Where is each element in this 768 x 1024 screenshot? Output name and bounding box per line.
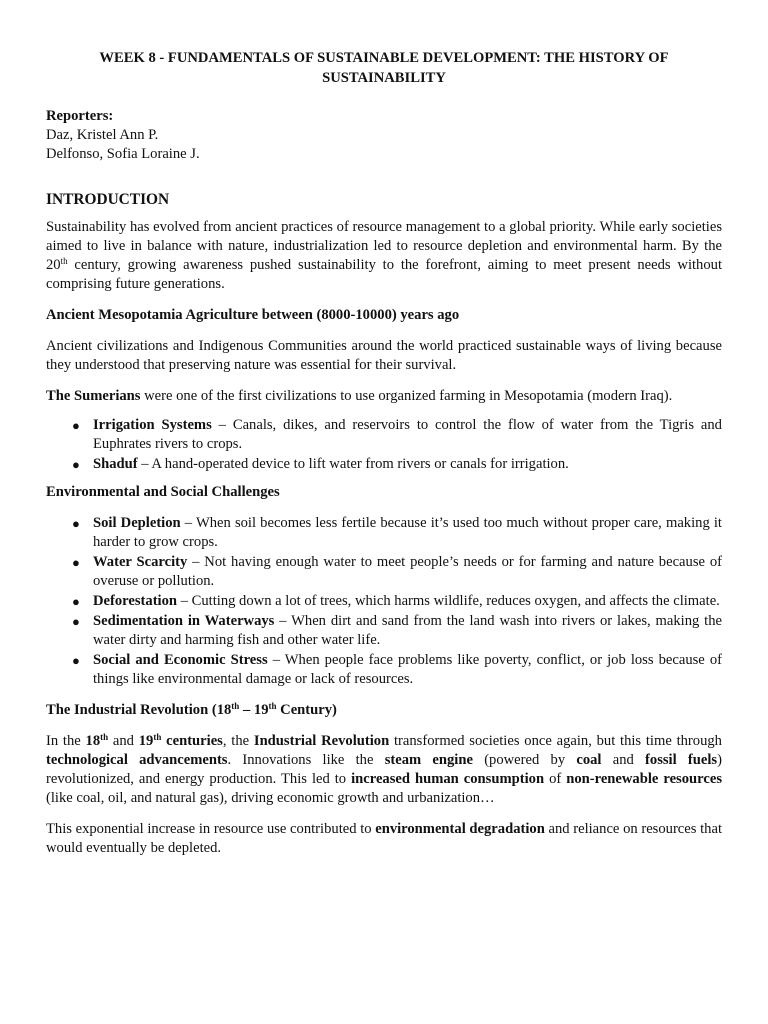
- reporter-name: Delfonso, Sofia Loraine J.: [46, 146, 200, 162]
- document-title: WEEK 8 - FUNDAMENTALS OF SUSTAINABLE DEVELOPMENT: THE HISTORY OF SUSTAINABILITY: [99, 50, 669, 86]
- bullet-icon: ●: [72, 457, 80, 472]
- list-term: Water Scarcity: [93, 554, 188, 570]
- bold-term: 19: [138, 733, 154, 749]
- text-run: ) revolutionized, and energy production. This led to: [46, 752, 722, 787]
- list-term: Shaduf: [93, 456, 138, 472]
- superscript: th: [100, 732, 109, 742]
- list-term: Irrigation Systems: [93, 417, 212, 433]
- bold-term: non-renewable resources: [566, 771, 722, 787]
- list-item: [72, 455, 722, 474]
- list-desc: – A hand-operated device to lift water from rivers or canals for irrigation.: [137, 456, 569, 472]
- bold-term: environmental degradation: [375, 821, 545, 837]
- text-run: Century): [276, 702, 337, 718]
- list-term: Deforestation: [93, 593, 178, 609]
- superscript: th: [268, 701, 277, 711]
- text-run: and reliance on resources that would eventually be depleted.: [46, 821, 722, 856]
- bullet-icon: ●: [72, 653, 80, 668]
- list-item: [72, 416, 722, 454]
- bold-term: coal: [576, 752, 602, 768]
- list-desc: – When dirt and sand from the land wash into rivers or lakes, making the water dirty and harming fish and other water life.: [93, 613, 722, 648]
- bullet-icon: ●: [72, 594, 80, 609]
- list-desc: – When soil becomes less fertile because it’s used too much without proper care, making it harder to grow crops.: [93, 515, 722, 550]
- list-item: [72, 592, 722, 611]
- text-run: of: [544, 771, 567, 787]
- text-run: Sustainability has evolved from ancient practices of resource management to a global priority. While early societies aimed to live in balance with nature, industrialization led to resource depletion and environmental harm. By the 20: [46, 219, 722, 273]
- text-run: The Industrial Revolution (18: [46, 702, 232, 718]
- list-desc: – Cutting down a lot of trees, which harms wildlife, reduces oxygen, and affects the climate.: [177, 593, 720, 609]
- bold-term: increased human consumption: [351, 771, 545, 787]
- industrial-revolution-heading: [46, 701, 722, 720]
- industrial-paragraph: [46, 732, 722, 808]
- bold-term: centuries: [161, 733, 223, 749]
- bullet-icon: ●: [72, 614, 80, 629]
- bold-term: The Sumerians: [46, 388, 141, 404]
- list-term: Social and Economic Stress: [93, 652, 268, 668]
- text-run: and: [601, 752, 646, 768]
- list-desc: – When people face problems like poverty, conflict, or job loss because of things like environmental damage or lack of resources.: [93, 652, 722, 687]
- sumerians-paragraph: [46, 387, 722, 406]
- list-term: Soil Depletion: [93, 515, 181, 531]
- text-run: and: [108, 733, 139, 749]
- mesopotamia-heading: Ancient Mesopotamia Agriculture between (8000-10000) years ago: [46, 307, 460, 323]
- text-run: This exponential increase in resource use contributed to: [46, 821, 376, 837]
- text-run: transformed societies once again, but this time through: [389, 733, 722, 749]
- text-run: , the: [222, 733, 254, 749]
- reporters-label: Reporters:: [46, 108, 114, 124]
- superscript: th: [60, 256, 68, 266]
- text-run: were one of the first civilizations to use organized farming in Mesopotamia (modern Iraq).: [140, 388, 673, 404]
- reporters-block: [46, 107, 722, 164]
- bold-term: Industrial Revolution: [253, 733, 390, 749]
- list-item: [72, 651, 722, 689]
- reporter-name: Daz, Kristel Ann P.: [46, 127, 159, 143]
- document-content: [46, 48, 722, 870]
- list-term: Sedimentation in Waterways: [93, 613, 275, 629]
- degradation-paragraph: [46, 820, 722, 858]
- bullet-icon: ●: [72, 555, 80, 570]
- bold-term: technological advancements: [46, 752, 228, 768]
- list-item: [72, 612, 722, 650]
- list-desc: – Not having enough water to meet people’s needs or for farming and nature because of overuse or pollution.: [93, 554, 722, 589]
- list-item: [72, 553, 722, 591]
- bullet-icon: ●: [72, 418, 80, 433]
- text-run: – 19: [239, 702, 269, 718]
- text-run: (powered by: [472, 752, 577, 768]
- text-run: In the: [46, 733, 86, 749]
- bullet-icon: ●: [72, 516, 80, 531]
- text-run: century, growing awareness pushed sustainability to the forefront, aiming to meet present needs without comprising future generations.: [46, 257, 722, 292]
- text-run: . Innovations like the: [227, 752, 385, 768]
- introduction-heading: INTRODUCTION: [46, 191, 170, 208]
- farming-techniques-list: [46, 416, 722, 474]
- bold-term: steam engine: [384, 752, 473, 768]
- challenges-list: [46, 514, 722, 689]
- superscript: th: [231, 701, 240, 711]
- text-run: (like coal, oil, and natural gas), driving economic growth and urbanization…: [46, 790, 495, 806]
- list-desc: – Canals, dikes, and reservoirs to control the flow of water from the Tigris and Euphrates rivers to crops.: [93, 417, 722, 452]
- list-item: [72, 514, 722, 552]
- challenges-heading: Environmental and Social Challenges: [46, 484, 280, 500]
- bold-term: 18: [85, 733, 101, 749]
- superscript: th: [153, 732, 162, 742]
- bold-term: fossil fuels: [645, 752, 718, 768]
- mesopotamia-paragraph: Ancient civilizations and Indigenous Communities around the world practiced sustainable ways of living because they understood that preserving nature was essential for their survival.: [46, 338, 722, 373]
- introduction-paragraph: [46, 218, 722, 294]
